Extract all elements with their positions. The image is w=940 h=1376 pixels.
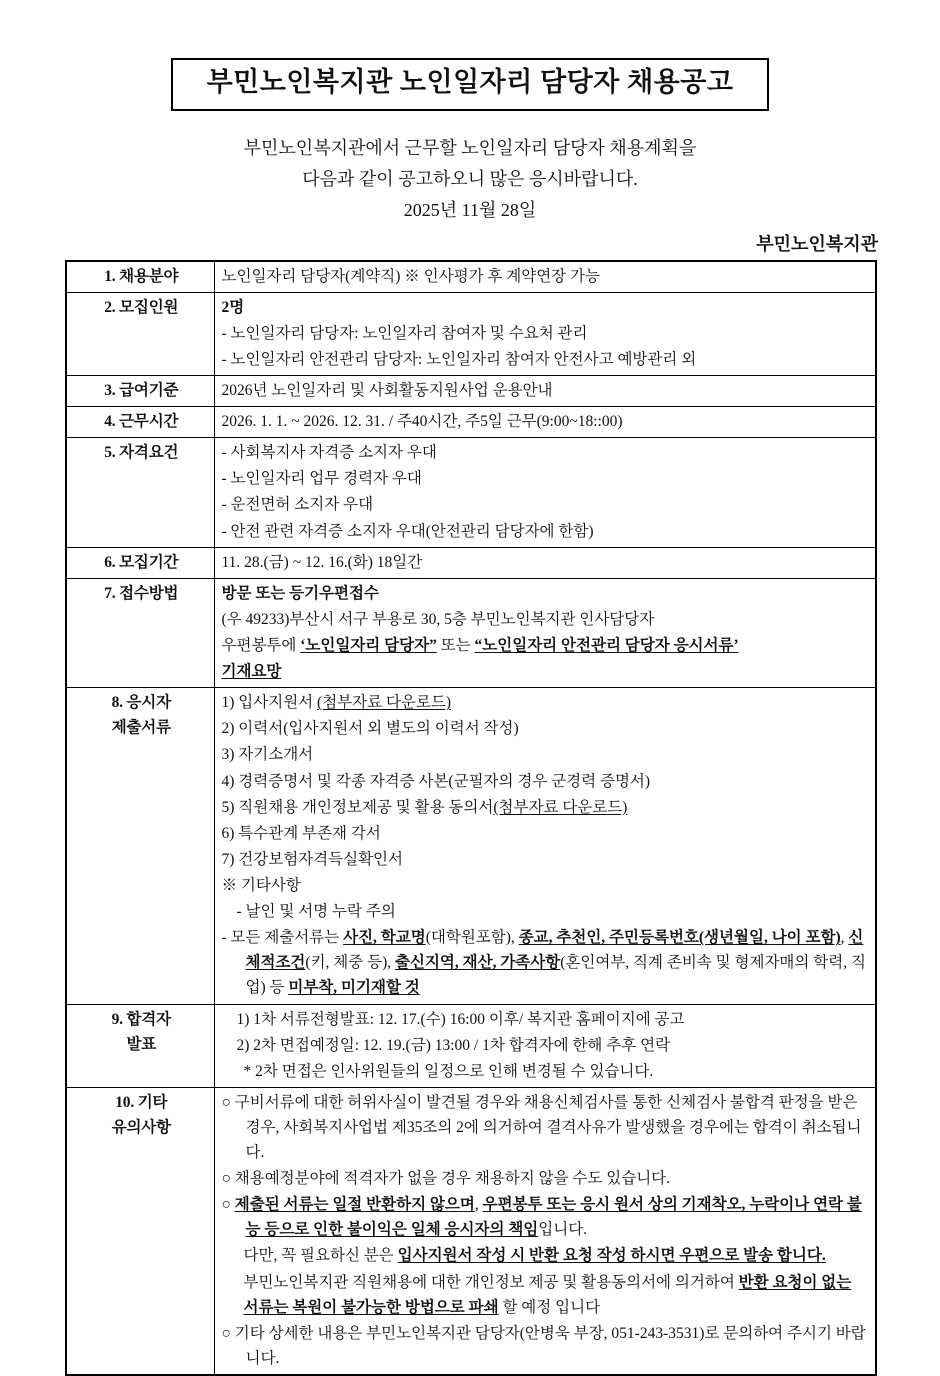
- row-value-recruit-field: [214, 261, 876, 293]
- qualification-item-3: - 운전면허 소지자 우대: [221, 496, 374, 514]
- row-label-required-documents: [66, 688, 214, 1004]
- document-item-4: 4) 경력증명서 및 각종 자격증 사본(군필자의 경우 군경력 증명서): [221, 772, 651, 790]
- envelope-mid: 또는: [436, 636, 475, 654]
- row-label-application-method: 7. 접수방법: [66, 578, 214, 687]
- results-item-2: 2) 2차 면접예정일: 12. 19.(금) 13:00 / 1차 합격자에 한해 추후 연락: [236, 1036, 671, 1054]
- other-note-para-5: [222, 1270, 871, 1320]
- row-value-recruit-period: [214, 547, 876, 578]
- table-row: [66, 407, 876, 438]
- document-item-3: 3) 자기소개서: [221, 746, 314, 764]
- row-label-recruit-field: 1. 채용분야: [66, 261, 214, 293]
- row-value-other-notes: [214, 1087, 876, 1375]
- bullet3-text-2: 입니다.: [538, 1221, 588, 1239]
- para5-prefix: 부민노인복지관 직원채용에 대한 개인정보 제공 및 활용동의서에 의거하여: [243, 1273, 739, 1291]
- other-note-para-4: [222, 1243, 871, 1268]
- row-value-qualifications: [214, 438, 876, 547]
- bullet3-text-1: ,: [474, 1196, 483, 1214]
- note2-emph-5: 미부착, 미기재할 것: [288, 979, 420, 997]
- title-container: [0, 0, 940, 111]
- document-note-2: [222, 925, 871, 1000]
- results-item-1: 1) 1차 서류전형발표: 12. 17.(수) 16:00 이후/ 복지관 홈페이지에 공고: [236, 1010, 685, 1028]
- required-documents-label-line-2: 제출서류: [111, 719, 171, 737]
- row-value-results-announcement: [214, 1004, 876, 1087]
- row-value-application-method: [214, 578, 876, 687]
- note2-emph-4: 출신지역, 재산, 가족사항: [395, 954, 561, 972]
- table-row: [66, 688, 876, 1004]
- document-item-2: 2) 이력서(입사지원서 외 별도의 이력서 작성): [221, 720, 519, 738]
- document-note-header: ※ 기타사항: [221, 876, 301, 894]
- para4-emph: 입사지원서 작성 시 반환 요청 작성 하시면 우편으로 발송 합니다.: [397, 1247, 826, 1265]
- document-item-5-text: 5) 직원채용 개인정보제공 및 활용 동의서: [221, 798, 494, 816]
- other-note-bullet-2-text: 채용예정분야에 적격자가 없을 경우 채용하지 않을 수도 있습니다.: [234, 1170, 671, 1188]
- application-method-line-3: [222, 633, 871, 658]
- table-row: [66, 438, 876, 547]
- results-item-3: * 2차 면접은 인사위원들의 일정으로 인해 변경될 수 있습니다.: [243, 1062, 654, 1080]
- application-method-line-2: (우 49233)부산시 서구 부용로 30, 5층 부민노인복지관 인사담당자: [221, 610, 655, 628]
- note2-emph-2: 종교, 추천인, 주민등록번호(생년월일, 나이 포함): [518, 929, 841, 947]
- row-label-qualifications: 5. 자격요건: [66, 438, 214, 547]
- document-item-5: [222, 795, 871, 820]
- application-method-line-4: 기재요망: [221, 663, 282, 681]
- bullet3-emph-1: 제출된 서류는 일절 반환하지 않으며: [234, 1196, 475, 1214]
- qualification-item-4: - 안전 관련 자격증 소지자 우대(안전관리 담당자에 한함): [221, 522, 594, 540]
- bullet-marker-icon: ○: [221, 1196, 231, 1214]
- row-label-work-hours: 4. 근무시간: [66, 407, 214, 438]
- table-row: [66, 375, 876, 406]
- results-label-line-1: 9. 합격자: [111, 1010, 171, 1028]
- row-label-results-announcement: [66, 1004, 214, 1087]
- notice-date: 2025년 11월 28일: [403, 199, 537, 220]
- envelope-quote-1: ‘노인일자리 담당자”: [300, 636, 437, 654]
- bullet-marker-icon: ○: [221, 1093, 231, 1111]
- document-item-1: [222, 690, 871, 715]
- document-item-1-text: 1) 입사지원서: [221, 694, 318, 712]
- note2-emph-1: 사진, 학교명: [343, 929, 426, 947]
- work-hours-text: 2026. 1. 1. ~ 2026. 12. 31. / 주40시간, 주5일 근무(9:00~18::00): [221, 413, 623, 431]
- envelope-prefix: 우편봉투에: [221, 636, 301, 654]
- note2-prefix: - 모든 제출서류는: [221, 929, 344, 947]
- table-row: [66, 292, 876, 375]
- intro-line-2: 다음과 같이 공고하오니 많은 응시바랍니다.: [302, 168, 638, 189]
- notice-table: [65, 260, 877, 1376]
- row-label-headcount: 2. 모집인원: [66, 292, 214, 375]
- other-note-bullet-3: [222, 1192, 871, 1242]
- results-label-line-2: 발표: [126, 1035, 157, 1053]
- table-row: [66, 578, 876, 687]
- table-row: [66, 547, 876, 578]
- headcount-item-2: - 노인일자리 안전관리 담당자: 노인일자리 참여자 안전사고 예방관리 외: [221, 350, 697, 368]
- intro-line-1: 부민노인복지관에서 근무할 노인일자리 담당자 채용계획을: [243, 137, 697, 158]
- title-box: [171, 58, 770, 111]
- application-method-line-1: 방문 또는 등기우편접수: [221, 584, 379, 602]
- document-item-1-link: (첨부자료 다운로드): [317, 694, 452, 712]
- bullet-marker-icon: ○: [221, 1324, 231, 1342]
- note2-text-1: (대학원포함),: [425, 929, 519, 947]
- row-label-salary: 3. 급여기준: [66, 375, 214, 406]
- recruit-field-text: 노인일자리 담당자(계약직) ※ 인사평가 후 계약연장 가능: [221, 267, 600, 285]
- document-item-7: 7) 건강보험자격득실확인서: [221, 850, 403, 868]
- envelope-quote-2: “노인일자리 안전관리 담당자 응시서류’: [474, 636, 739, 654]
- row-value-work-hours: [214, 407, 876, 438]
- other-notes-label-line-1: 10. 기타: [115, 1093, 168, 1111]
- row-value-headcount: [214, 292, 876, 375]
- table-row: [66, 1087, 876, 1375]
- para5-suffix: 할 예정 입니다: [498, 1298, 601, 1316]
- intro-block: [0, 133, 940, 226]
- recruit-period-text: 11. 28.(금) ~ 12. 16.(화) 18일간: [221, 553, 423, 571]
- headcount-item-1: - 노인일자리 담당자: 노인일자리 참여자 및 수요처 관리: [221, 324, 588, 342]
- document-item-5-link: (첨부자료 다운로드): [493, 798, 628, 816]
- headcount-value: 2명: [221, 298, 245, 316]
- table-row: [66, 1004, 876, 1087]
- bullet3-emph-2: 우편봉투 또는 응시 원서 상의 기재착오, 누락이나 연락 불능 등으로 인한 불이익은 일체 응시자의 책임: [245, 1196, 862, 1239]
- other-note-bullet-6-text: 기타 상세한 내용은 부민노인복지관 담당자(안병욱 부장, 051-243-3531)로 문의하여 주시기 바랍니다.: [234, 1324, 866, 1367]
- organization-name: 부민노인복지관: [756, 233, 878, 254]
- other-note-bullet-2: [222, 1166, 871, 1191]
- note2-emph-3: 신체적조건: [245, 929, 864, 972]
- table-row: [66, 261, 876, 293]
- bullet-marker-icon: ○: [221, 1170, 231, 1188]
- row-value-salary: [214, 375, 876, 406]
- note2-text-2: ,: [840, 929, 849, 947]
- other-note-bullet-1-text: 구비서류에 대한 허위사실이 발견될 경우와 채용신체검사를 통한 신체검사 불합격 판정을 받은 경우, 사회복지사업법 제35조의 2에 의거하여 결격사유가 발생했을 경우에는 합격이 취소됩니다.: [234, 1093, 862, 1162]
- para4-prefix: 다만, 꼭 필요하신 분은: [243, 1247, 398, 1265]
- document-item-6: 6) 특수관계 부존재 각서: [221, 824, 381, 842]
- note2-text-4: (혼인여부, 직계 존비속 및 형제자매의 학력, 직업) 등: [245, 954, 866, 997]
- other-note-bullet-6: [222, 1321, 871, 1371]
- qualification-item-2: - 노인일자리 업무 경력자 우대: [221, 470, 422, 488]
- note2-text-3: (키, 체중 등),: [305, 954, 395, 972]
- other-notes-label-line-2: 유의사항: [111, 1118, 171, 1136]
- qualification-item-1: - 사회복지사 자격증 소지자 우대: [221, 444, 437, 462]
- required-documents-label-line-1: 8. 응시자: [111, 694, 171, 712]
- document-note-1: - 날인 및 서명 누락 주의: [236, 903, 396, 921]
- row-label-other-notes: [66, 1087, 214, 1375]
- other-note-bullet-1: [222, 1090, 871, 1165]
- salary-text: 2026년 노인일자리 및 사회활동지원사업 운용안내: [221, 381, 553, 399]
- para5-emph: 반환 요청이 없는 서류는 복원이 불가능한 방법으로 파쇄: [243, 1273, 852, 1316]
- row-label-recruit-period: 6. 모집기간: [66, 547, 214, 578]
- page-title: 부민노인복지관 노인일자리 담당자 채용공고: [206, 67, 734, 97]
- row-value-required-documents: [214, 688, 876, 1004]
